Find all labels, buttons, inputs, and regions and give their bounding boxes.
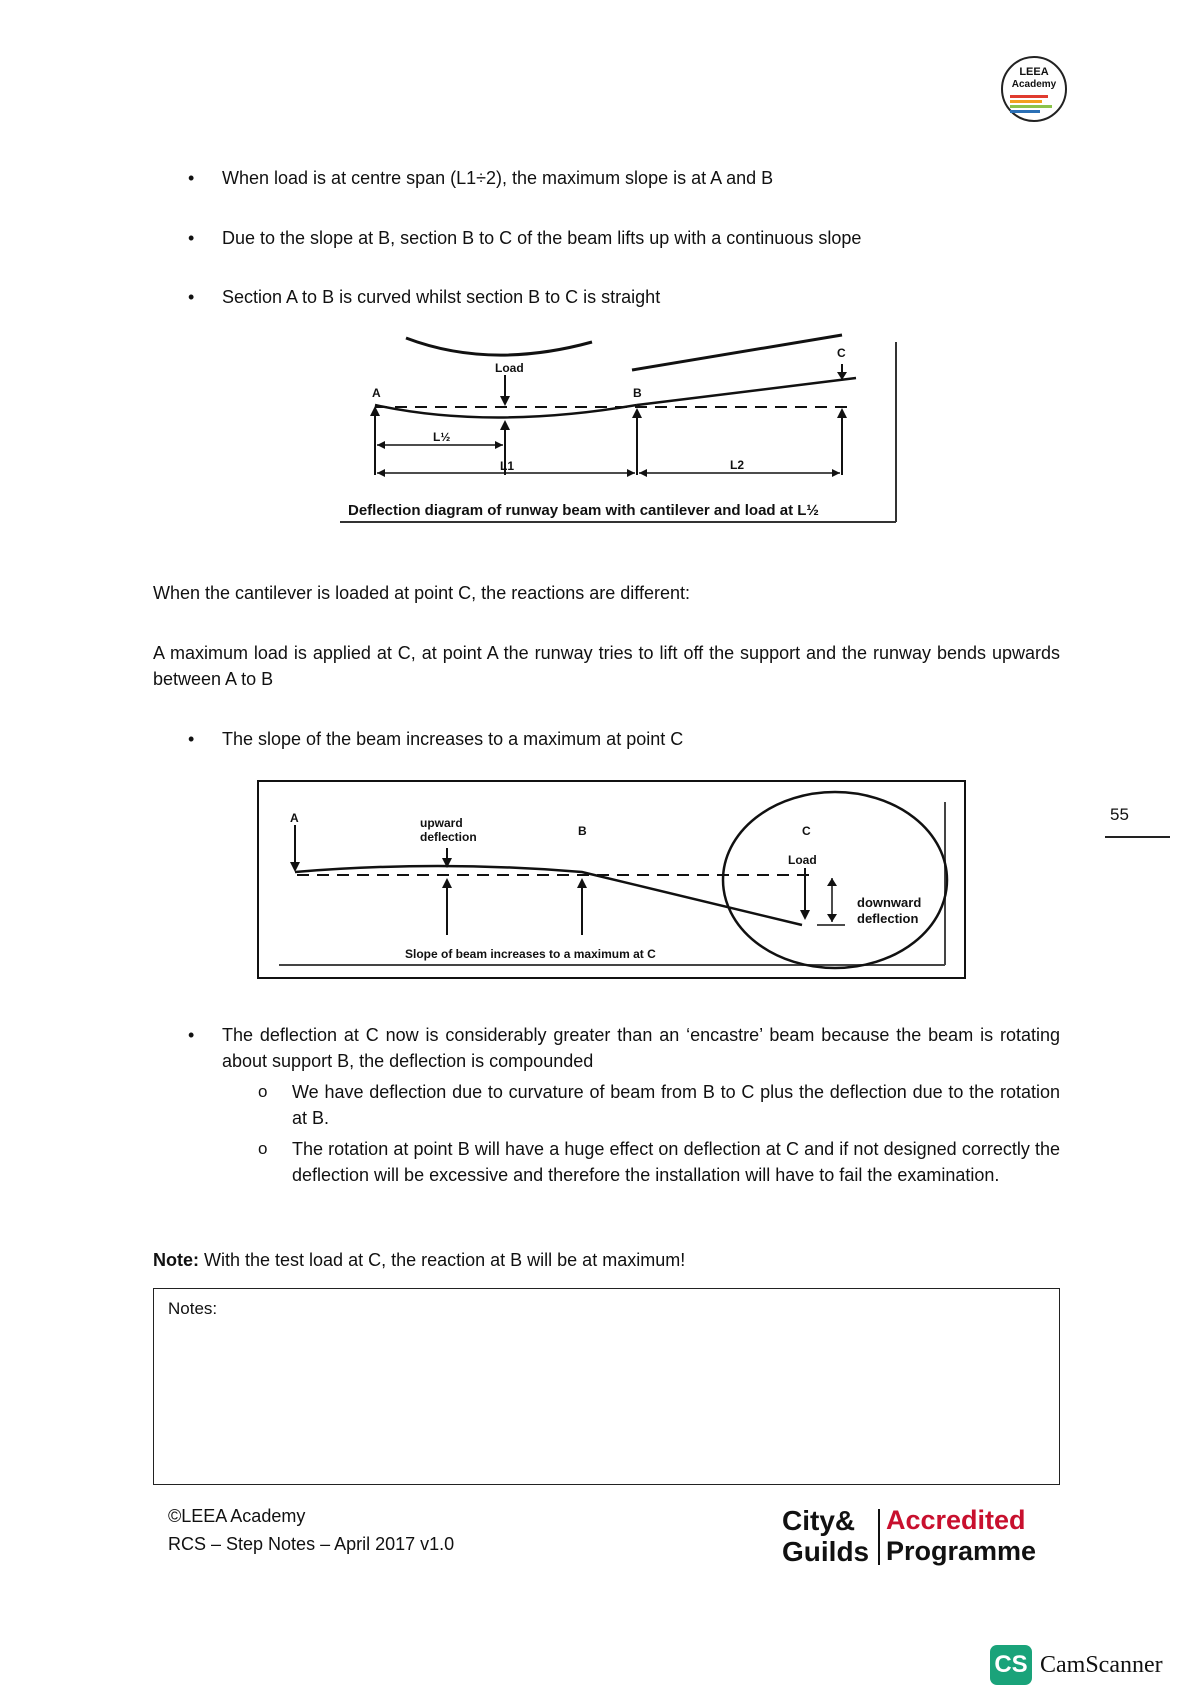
downward-deflection-label: deflection bbox=[857, 911, 919, 926]
point-b-label: B bbox=[578, 824, 587, 838]
bullet-marker: • bbox=[188, 729, 195, 749]
deflection-diagram-cantilever-centre-load bbox=[340, 330, 900, 526]
logo-divider bbox=[878, 1509, 880, 1565]
camscanner-text: CamScanner bbox=[1040, 1652, 1163, 1678]
l1-label: L1 bbox=[500, 459, 515, 473]
bullet-marker: • bbox=[188, 287, 195, 307]
document-reference: RCS – Step Notes – April 2017 v1.0 bbox=[168, 1534, 455, 1554]
note-text: With the test load at C, the reaction at B will be at maximum! bbox=[199, 1250, 686, 1270]
city-guilds-accredited-logo bbox=[782, 1505, 1037, 1571]
bullet-text: Section A to B is curved whilst section B to C is straight bbox=[222, 287, 661, 307]
note-label: Note: bbox=[153, 1250, 199, 1270]
copyright-text: ©LEEA Academy bbox=[168, 1506, 306, 1526]
upward-deflection-label: deflection bbox=[420, 830, 477, 844]
camscanner-badge-icon: CS bbox=[990, 1645, 1032, 1685]
paragraph: A maximum load is applied at C, at point A the runway tries to lift off the support and the runway bends upwards between A to B bbox=[153, 643, 1060, 689]
footer-left bbox=[168, 1502, 454, 1558]
l-half-label: L½ bbox=[433, 430, 451, 444]
paragraph: When the cantilever is loaded at point C, the reactions are different: bbox=[153, 583, 690, 603]
svg-text:LEEA: LEEA bbox=[1019, 66, 1049, 78]
sub-bullet-marker: o bbox=[258, 1139, 268, 1158]
downward-deflection-label: downward bbox=[857, 895, 922, 910]
diagram2-caption: Slope of beam increases to a maximum at C bbox=[405, 947, 656, 961]
sub-bullet-marker: o bbox=[258, 1082, 268, 1101]
accredited-programme-text: Accredited Programme bbox=[886, 1505, 1037, 1566]
bullet-marker: • bbox=[188, 1025, 195, 1045]
city-guilds-wordmark: City& Guilds bbox=[782, 1505, 870, 1567]
bullet-text: When load is at centre span (L1÷2), the maximum slope is at A and B bbox=[222, 168, 774, 188]
svg-text:Academy: Academy bbox=[1011, 79, 1057, 90]
notes-label: Notes: bbox=[168, 1299, 218, 1318]
bullet-marker: • bbox=[188, 168, 195, 188]
bullet-text: The slope of the beam increases to a maximum at point C bbox=[222, 729, 684, 749]
point-c-label: C bbox=[837, 346, 846, 360]
leea-academy-logo bbox=[1000, 55, 1068, 123]
point-a-label: A bbox=[290, 811, 299, 825]
bullet-text: The deflection at C now is considerably greater than an ‘encastre’ beam because the beam is rotating about support B, the deflection is compounded bbox=[222, 1025, 1060, 1071]
sub-bullet-text: We have deflection due to curvature of beam from B to C plus the deflection due to the rotation at B. bbox=[292, 1082, 1060, 1128]
point-c-label: C bbox=[802, 824, 811, 838]
page-number: 55 bbox=[1110, 805, 1129, 824]
bullet-text: Due to the slope at B, section B to C of the beam lifts up with a continuous slope bbox=[222, 228, 862, 248]
upward-deflection-label: upward bbox=[420, 816, 463, 830]
camscanner-watermark bbox=[990, 1645, 1190, 1687]
page-number-rule bbox=[1105, 836, 1170, 838]
load-label: Load bbox=[788, 853, 817, 867]
bullet-marker: • bbox=[188, 228, 195, 248]
point-a-label: A bbox=[372, 386, 381, 400]
load-label: Load bbox=[495, 361, 524, 375]
l2-label: L2 bbox=[730, 458, 745, 472]
diagram1-caption: Deflection diagram of runway beam with cantilever and load at L½ bbox=[348, 502, 819, 519]
notes-box[interactable] bbox=[153, 1288, 1060, 1485]
point-b-label: B bbox=[633, 386, 642, 400]
deflection-diagram-cantilever-end-load bbox=[257, 780, 967, 980]
note-line bbox=[153, 1247, 1060, 1273]
sub-bullet-text: The rotation at point B will have a huge effect on deflection at C and if not designed correctly the deflection will be excessive and therefore the installation will have to fail the examination. bbox=[292, 1139, 1060, 1185]
